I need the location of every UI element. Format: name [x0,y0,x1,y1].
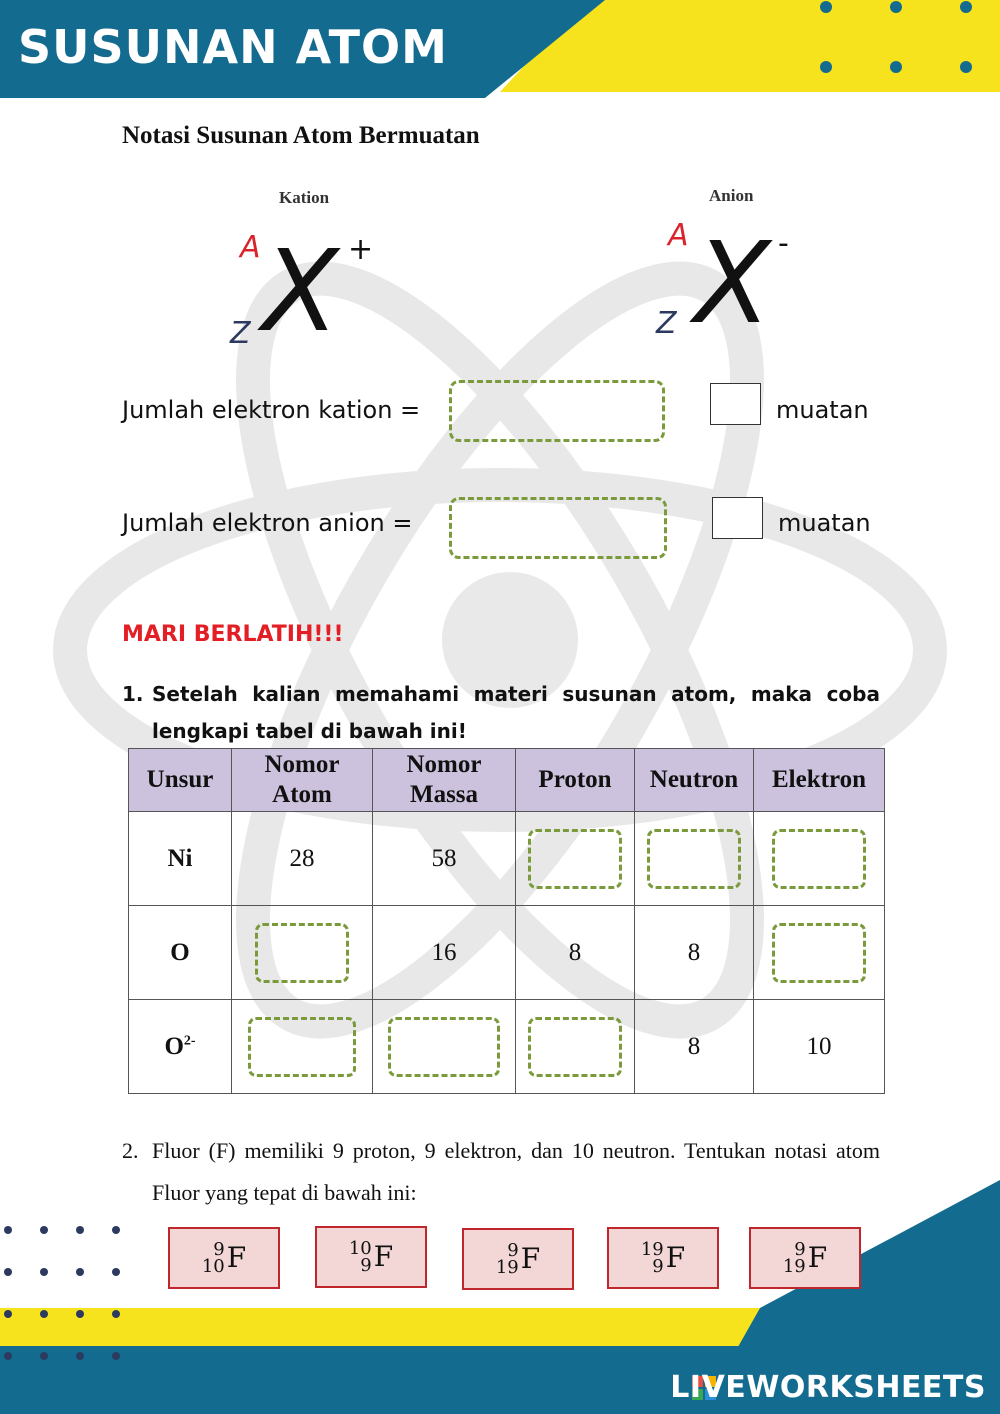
table-row [129,812,885,906]
option-1-atomic: 10 [201,1256,225,1277]
practice-heading: MARI BERLATIH!!! [122,622,344,647]
cell-proton [516,1000,635,1094]
header-nomor-atom-text: Nomor Atom [264,751,340,808]
header-neutron: Neutron [635,749,754,812]
kation-symbol: X [262,227,339,357]
brand-liveworksheets: LIVEWORKSHEETS [670,1370,986,1405]
option-2-symbol: F [373,1240,394,1273]
table-row [129,906,885,1000]
option-5-mass: 9 [794,1239,806,1260]
option-4-atomic: 9 [652,1256,664,1277]
cell-nomor-atom [232,1000,373,1094]
cell-neutron: 8 [635,1000,754,1094]
question-1-text: Setelah kalian memahami materi susunan atom, maka coba lengkapi tabel di bawah ini! [152,682,880,743]
cell-nomor-massa: 58 [373,812,516,906]
option-3[interactable] [462,1228,574,1290]
nomor-atom-input[interactable] [248,1017,356,1077]
cell-unsur [129,1000,232,1094]
elektron-input[interactable] [772,923,866,983]
nomor-atom-input[interactable] [255,923,349,983]
option-4-nuclide [641,1241,664,1275]
option-1-symbol: F [226,1241,247,1274]
anion-formula-label: Jumlah elektron anion = [122,509,413,537]
cell-unsur [129,906,232,1000]
kation-formula-label: Jumlah elektron kation = [122,396,421,424]
kation-charge: + [348,232,374,267]
proton-input[interactable] [528,1017,622,1077]
anion-muatan-label: muatan [778,509,871,537]
cell-proton [516,812,635,906]
proton-input[interactable] [528,829,622,889]
option-3-nuclide [496,1242,519,1276]
option-2-atomic: 9 [360,1255,372,1276]
unsur-symbol: O [164,1032,184,1060]
cell-nomor-massa: 16 [373,906,516,1000]
anion-electron-input[interactable] [449,497,667,559]
header-nomor-massa [373,749,516,812]
question-2-text: Fluor (F) memiliki 9 proton, 9 elektron, dan 10 neutron. Tentukan notasi atom Fluor yang tepat di bawah ini: [152,1138,880,1205]
elektron-input[interactable] [772,829,866,889]
header-title: SUSUNAN ATOM [18,20,448,74]
header-unsur: Unsur [129,749,232,812]
cell-unsur [129,812,232,906]
option-3-atomic: 19 [495,1257,519,1278]
option-2-mass: 10 [348,1238,372,1259]
cell-elektron [754,906,885,1000]
option-5-nuclide [783,1241,806,1275]
cell-proton: 8 [516,906,635,1000]
section-title: Notasi Susunan Atom Bermuatan [122,122,480,149]
cell-nomor-atom [232,906,373,1000]
option-5-atomic: 19 [782,1256,806,1277]
option-5[interactable] [749,1227,861,1289]
anion-symbol: X [694,219,771,349]
cell-nomor-massa [373,1000,516,1094]
unsur-charge: 2- [183,1033,196,1049]
cell-elektron [754,812,885,906]
neutron-input[interactable] [647,829,741,889]
option-1[interactable] [168,1227,280,1289]
option-4-mass: 19 [640,1239,664,1260]
cell-neutron: 8 [635,906,754,1000]
cell-nomor-atom: 28 [232,812,373,906]
header-proton: Proton [516,749,635,812]
header-nomor-massa-text: Nomor Massa [406,751,482,808]
cell-neutron [635,812,754,906]
atom-table [128,748,885,1094]
kation-atomic-number: Z [230,316,251,351]
header-nomor-atom [232,749,373,812]
cell-elektron: 10 [754,1000,885,1094]
option-1-mass: 9 [213,1239,225,1260]
option-5-symbol: F [807,1241,828,1274]
kation-electron-input[interactable] [449,380,665,442]
anion-label: Anion [709,186,754,205]
kation-label: Kation [279,188,330,207]
kation-mass-number: A [240,230,261,265]
kation-sign-input[interactable] [710,383,761,425]
question-2-number: 2. [122,1138,139,1163]
table-row [129,1000,885,1094]
option-3-mass: 9 [507,1240,519,1261]
table-header-row [129,749,885,812]
kation-muatan-label: muatan [776,396,869,424]
anion-charge: - [778,226,789,261]
header-elektron: Elektron [754,749,885,812]
question-1-number: 1. [122,682,144,706]
anion-sign-input[interactable] [712,497,763,539]
option-4-symbol: F [665,1241,686,1274]
option-4[interactable] [607,1227,719,1289]
option-3-symbol: F [520,1242,541,1275]
option-2[interactable] [315,1226,427,1288]
option-1-nuclide [202,1241,225,1275]
option-2-nuclide [349,1240,372,1274]
unsur-symbol: Ni [167,844,193,872]
unsur-symbol: O [170,938,190,966]
anion-mass-number: A [668,218,689,253]
nomor-massa-input[interactable] [388,1017,500,1077]
anion-atomic-number: Z [656,306,677,341]
